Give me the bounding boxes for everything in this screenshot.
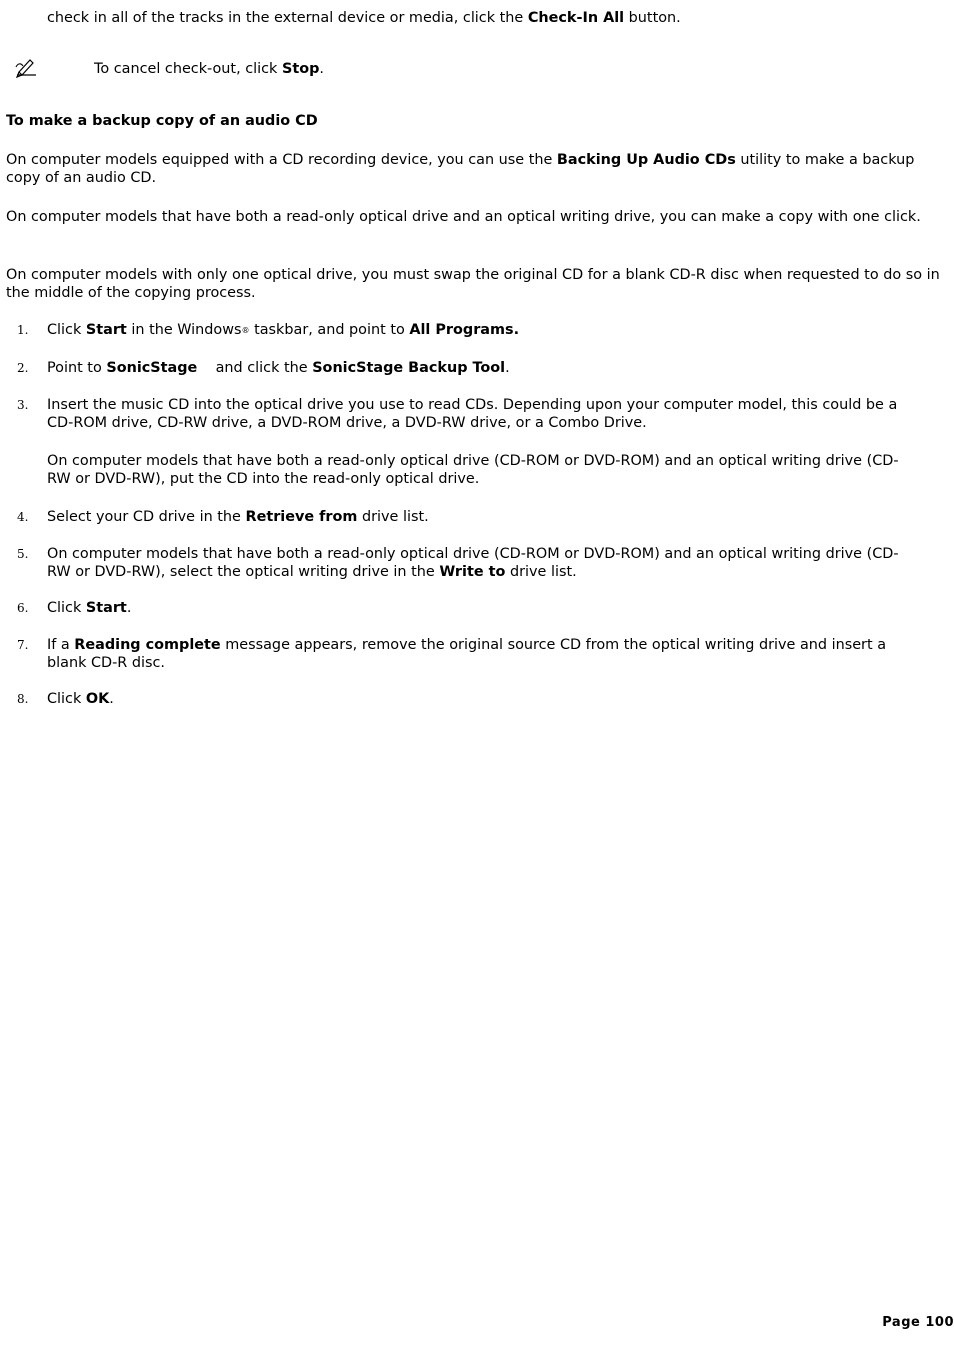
step-text: Click Start.: [47, 600, 132, 616]
paragraph-3: On computer models with only one optical drive, you must swap the original CD for a blank CD-R disc when requested to do so in the middle of the copying process.: [6, 267, 940, 301]
step-text: Click OK.: [47, 691, 114, 707]
step-text: Click Start in the Windows® taskbar, and point to All Programs.: [47, 322, 520, 338]
step-number: 7.: [17, 638, 29, 652]
step-number: 4.: [17, 510, 29, 524]
page-number: Page 100: [882, 1315, 954, 1330]
step-text: If a Reading complete message appears, remove the original source CD from the optical writing drive and insert a blank CD-R disc.: [47, 637, 887, 671]
step-number: 8.: [17, 692, 29, 706]
paragraph-1: On computer models equipped with a CD recording device, you can use the Backing Up Audio CDs utility to make a backup copy of an audio CD.: [6, 152, 915, 186]
step-text: Insert the music CD into the optical drive you use to read CDs. Depending upon your computer model, this could be a CD-ROM drive, CD-RW drive, a DVD-ROM drive, a DVD-RW drive, or a Combo Drive.: [47, 397, 898, 431]
section-heading: To make a backup copy of an audio CD: [6, 113, 318, 129]
step-number: 5.: [17, 547, 29, 561]
step-number: 2.: [17, 361, 29, 375]
note-text: To cancel check-out, click Stop.: [94, 61, 324, 77]
continuation-text: check in all of the tracks in the external device or media, click the Check-In All button.: [47, 10, 681, 26]
step-number: 1.: [17, 323, 29, 337]
step-text: Point to SonicStage and click the SonicStage Backup Tool.: [47, 360, 510, 376]
step-number: 6.: [17, 601, 29, 615]
step-text: Select your CD drive in the Retrieve from drive list.: [47, 509, 429, 525]
step-subtext: On computer models that have both a read-only optical drive (CD-ROM or DVD-ROM) and an optical writing drive (CD-RW or DVD-RW), put the CD into the read-only optical drive.: [47, 453, 899, 487]
paragraph-2: On computer models that have both a read-only optical drive and an optical writing drive, you can make a copy with one click.: [6, 209, 921, 225]
step-text: On computer models that have both a read-only optical drive (CD-ROM or DVD-ROM) and an optical writing drive (CD-RW or DVD-RW), select the optical writing drive in the Write to drive list.: [47, 546, 899, 580]
step-number: 3.: [17, 398, 29, 412]
registered-mark: ®: [241, 326, 250, 335]
note-pencil-icon: [14, 57, 40, 79]
